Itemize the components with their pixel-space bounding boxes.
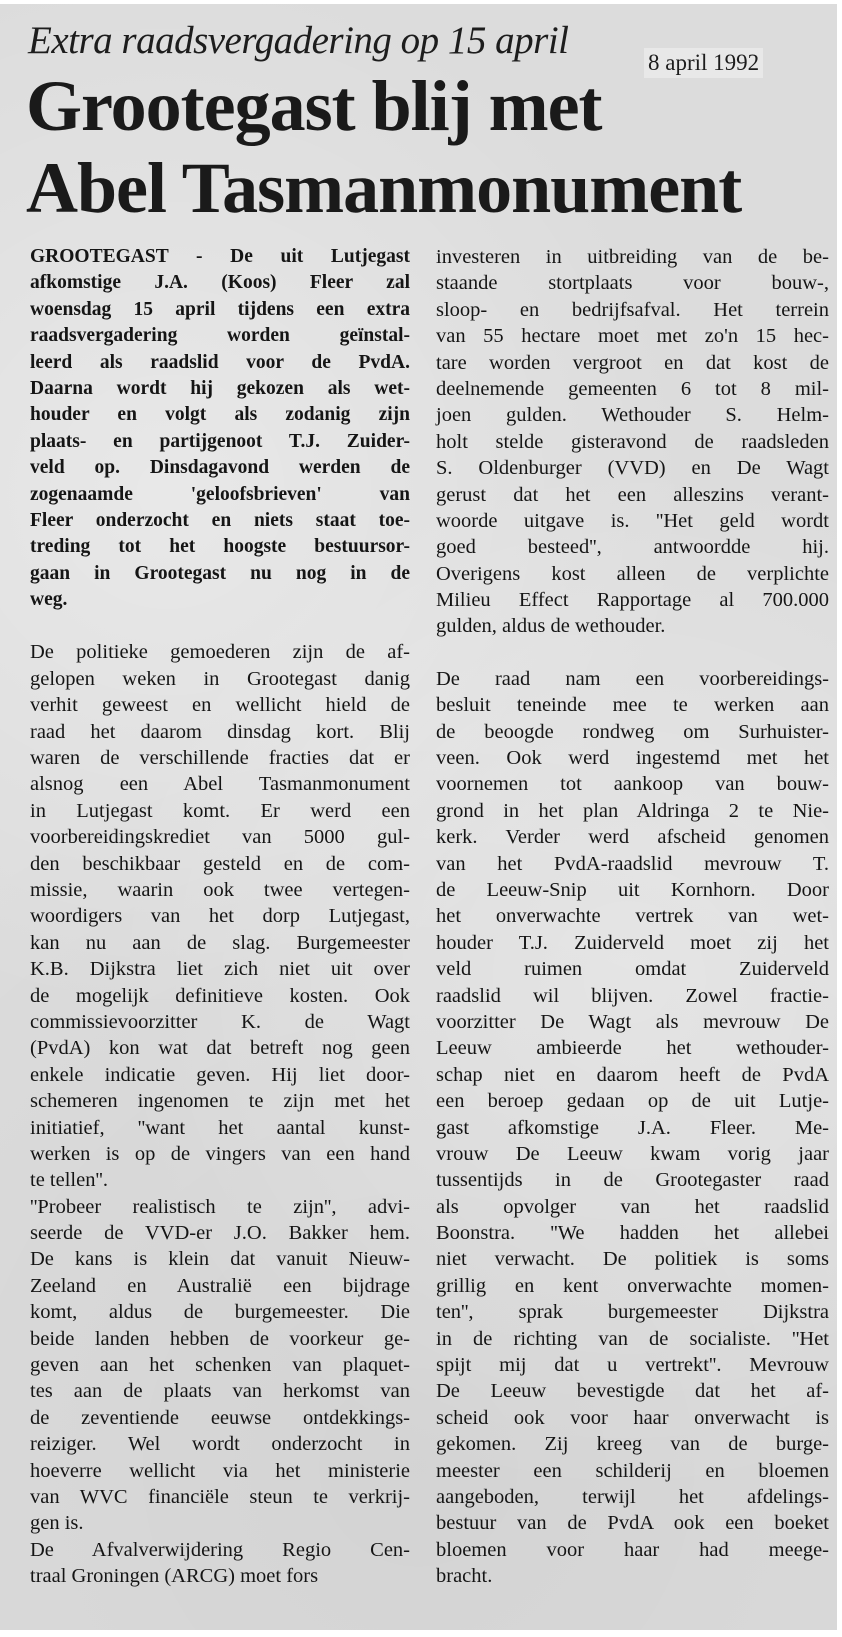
text-line: van het PvdA-raadslid mevrouw T. — [436, 852, 829, 875]
text-line: zogenaamde 'geloofsbrieven' van — [30, 483, 410, 505]
text-line: raad het daarom dinsdag kort. Blij — [30, 720, 410, 743]
text-line: kan nu aan de slag. Burgemeester — [30, 931, 410, 954]
text-line: Milieu Effect Rapportage al 700.000 — [436, 589, 829, 612]
text-line: beide landen hebben de voorkeur ge- — [30, 1327, 410, 1350]
article-date: 8 april 1992 — [644, 48, 763, 78]
text-line: bloemen voor haar had meege- — [436, 1538, 829, 1561]
text-line: woordigers van het dorp Lutjegast, — [30, 905, 410, 928]
text-line: een beroep gedaan op de uit Lutje- — [436, 1090, 829, 1113]
text-line: de mogelijk definitieve kosten. Ook — [30, 984, 410, 1007]
text-line: Zeeland en Australië een bijdrage — [30, 1274, 410, 1297]
text-line: schemeren ingenomen te zijn met het — [30, 1090, 410, 1113]
text-line: bracht. — [436, 1565, 493, 1588]
text-line: gelopen weken in Grootegast danig — [30, 667, 410, 690]
text-line: geven aan het schenken van plaquet- — [30, 1354, 410, 1377]
text-line: ''Probeer realistisch te zijn'', advi- — [30, 1195, 410, 1218]
text-line: voorzitter De Wagt als mevrouw De — [436, 1010, 829, 1033]
text-line: aangeboden, terwijl het afdelings- — [436, 1485, 829, 1508]
text-line: afkomstige J.A. (Koos) Fleer zal — [30, 272, 410, 294]
text-line: grond in het plan Aldringa 2 te Nie- — [436, 799, 829, 822]
headline-line-1: Grootegast blij met — [26, 66, 602, 146]
text-line: missie, waarin ook twee vertegen- — [30, 878, 410, 901]
text-line: reiziger. Wel wordt onderzocht in — [30, 1433, 410, 1456]
text-line: niet verwacht. De politiek is soms — [436, 1248, 829, 1271]
text-line: de Leeuw-Snip uit Kornhorn. Door — [436, 878, 829, 901]
text-line: commissievoorzitter K. de Wagt — [30, 1010, 410, 1033]
text-line: Daarna wordt hij gekozen als wet- — [30, 377, 410, 399]
text-line: grillig en kent onverwachte momen- — [436, 1274, 829, 1297]
body-paragraph-right-2 — [436, 666, 829, 1590]
text-line: investeren in uitbreiding van de be- — [436, 246, 829, 268]
text-line: tes aan de plaats van herkomst van — [30, 1380, 410, 1403]
text-line: Boonstra. ''We hadden het allebei — [436, 1222, 829, 1245]
text-line: ten'', sprak burgemeester Dijkstra — [436, 1301, 829, 1324]
text-line: in Lutjegast komt. Er werd een — [30, 799, 410, 822]
text-line: veld op. Dinsdagavond werden de — [30, 457, 410, 479]
text-line: scheid ook voor haar onverwacht is — [436, 1406, 829, 1429]
text-line: veen. Ook werd ingestemd met het — [436, 747, 829, 770]
text-line: goed besteed'', antwoordde hij. — [436, 536, 829, 559]
text-line: kerk. Verder werd afscheid genomen — [436, 826, 829, 849]
text-line: Leeuw ambieerde het wethouder- — [436, 1037, 829, 1060]
text-line: De raad nam een voorbereidings- — [436, 667, 829, 690]
text-line: gen is. — [30, 1512, 84, 1535]
text-line: gekomen. Zij kreeg van de burge- — [436, 1433, 829, 1456]
text-line: (PvdA) kon wat dat betreft nog geen — [30, 1037, 410, 1060]
text-line: als opvolger van het raadslid — [436, 1195, 829, 1218]
text-line: staande stortplaats voor bouw-, — [436, 272, 829, 295]
text-line: voornemen tot aankoop van bouw- — [436, 773, 829, 796]
text-line: tussentijds in de Grootegaster raad — [436, 1169, 829, 1192]
text-line: plaats- en partijgenoot T.J. Zuider- — [30, 430, 410, 452]
text-line: enkele indicatie geven. Hij liet door- — [30, 1063, 410, 1086]
text-line: van 55 hectare moet met zo'n 15 hec- — [436, 325, 829, 348]
text-line: komt, aldus de burgemeester. Die — [30, 1301, 410, 1324]
text-line: GROOTEGAST - De uit Lutjegast — [30, 246, 410, 267]
text-line: woensdag 15 april tijdens een extra — [30, 298, 410, 320]
text-line: den beschikbaar gesteld en de com- — [30, 852, 410, 875]
text-line: De Leeuw bevestigde dat het af- — [436, 1380, 829, 1403]
text-line: waren de verschillende fracties dat er — [30, 747, 410, 770]
text-line: weg. — [30, 589, 68, 611]
newspaper-clipping — [0, 4, 837, 1630]
text-line: het onverwachte vertrek van wet- — [436, 905, 829, 928]
text-line: gast afkomstige J.A. Fleer. Me- — [436, 1116, 829, 1139]
text-line: schap niet en daarom heeft de PvdA — [436, 1063, 829, 1086]
text-line: bestuur van de PvdA ook een boeket — [436, 1512, 829, 1535]
text-line: van WVC financiële steun te verkrij- — [30, 1485, 410, 1508]
text-line: Fleer onderzocht en niets staat toe- — [30, 509, 410, 531]
body-paragraph-left — [30, 639, 410, 1589]
text-line: sloop- en bedrijfsafval. Het terrein — [436, 298, 829, 321]
text-line: werken is op de vingers van een hand — [30, 1142, 410, 1165]
text-line: Overigens kost alleen de verplichte — [436, 562, 829, 585]
text-line: joen gulden. Wethouder S. Helm- — [436, 404, 829, 427]
text-line: deelnemende gemeenten 6 tot 8 mil- — [436, 377, 829, 400]
text-line: De politieke gemoederen zijn de af- — [30, 641, 410, 664]
text-line: hoeverre wellicht via het ministerie — [30, 1459, 410, 1482]
text-line: gerust dat het een alleszins verant- — [436, 483, 829, 506]
text-line: vrouw De Leeuw kwam vorig jaar — [436, 1142, 829, 1165]
text-line: seerde de VVD-er J.O. Bakker hem. — [30, 1222, 410, 1245]
text-line: De Afvalverwijdering Regio Cen- — [30, 1538, 410, 1561]
text-line: gulden, aldus de wethouder. — [436, 615, 666, 638]
text-line: raadslid wil blijven. Zowel fractie- — [436, 984, 829, 1007]
article-kicker: Extra raadsvergadering op 15 april — [28, 19, 569, 62]
text-line: veld ruimen omdat Zuiderveld — [436, 958, 829, 981]
text-line: initiatief, ''want het aantal kunst- — [30, 1116, 410, 1139]
text-line: de zeventiende eeuwse ontdekkings- — [30, 1406, 410, 1429]
text-line: houder T.J. Zuiderveld moet zij het — [436, 931, 829, 954]
text-line: S. Oldenburger (VVD) en De Wagt — [436, 457, 829, 480]
right-column — [436, 244, 829, 1590]
text-line: de beoogde rondweg om Surhuister- — [436, 720, 829, 743]
text-line: voorbereidingskrediet van 5000 gul- — [30, 826, 410, 849]
text-line: holt stelde gisteravond de raadsleden — [436, 430, 829, 453]
text-line: tare worden vergroot en dat kost de — [436, 351, 829, 374]
text-line: verhit geweest en wellicht hield de — [30, 694, 410, 717]
text-line: houder en volgt als zodanig zijn — [30, 404, 410, 426]
text-line: traal Groningen (ARCG) moet fors — [30, 1565, 319, 1588]
left-column — [30, 244, 410, 1590]
text-line: K.B. Dijkstra liet zich niet uit over — [30, 958, 410, 981]
text-line: raadsvergadering worden geïnstal- — [30, 325, 410, 347]
text-line: spijt mij dat u vertrekt''. Mevrouw — [436, 1354, 829, 1377]
lead-paragraph — [30, 244, 410, 613]
text-line: gaan in Grootegast nu nog in de — [30, 562, 410, 584]
headline-line-2: Abel Tasmanmonument — [26, 148, 742, 228]
text-line: treding tot het hoogste bestuursor- — [30, 536, 410, 558]
text-line: besluit teneinde mee te werken aan — [436, 694, 829, 717]
body-paragraph-right-1 — [436, 244, 829, 640]
text-line: te tellen''. — [30, 1169, 108, 1192]
text-line: alsnog een Abel Tasmanmonument — [30, 773, 410, 796]
text-line: De kans is klein dat vanuit Nieuw- — [30, 1248, 410, 1271]
text-line: meester een schilderij en bloemen — [436, 1459, 829, 1482]
text-line: woorde uitgave is. ''Het geld wordt — [436, 509, 829, 532]
text-line: in de richting van de socialiste. ''Het — [436, 1327, 829, 1350]
text-line: leerd als raadslid voor de PvdA. — [30, 351, 410, 373]
